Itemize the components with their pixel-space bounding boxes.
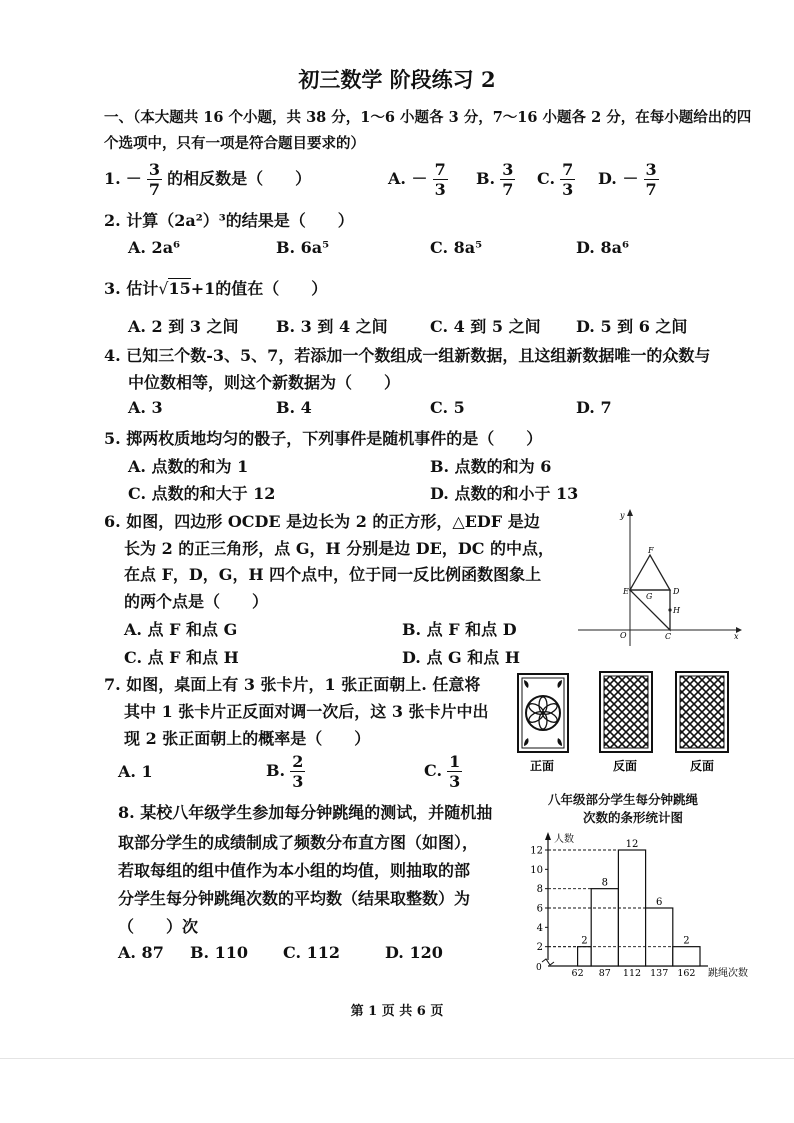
question-stem-post: +1的值在（ ）	[190, 279, 328, 298]
label-x: x	[734, 632, 739, 641]
bar-value-label: 12	[625, 839, 639, 850]
fraction	[560, 160, 575, 199]
question-6-line4: 的两个点是（ ）	[124, 592, 269, 611]
question-7-line1: 7. 如图，桌面上有 3 张卡片，1 张正面朝上. 任意将	[104, 675, 481, 694]
question-8-line4: 分学生每分钟跳绳次数的平均数（结果取整数）为	[118, 889, 471, 908]
minus-sign: －	[125, 169, 142, 188]
q2-option-c: C. 8a⁵	[430, 238, 483, 257]
triangle-edf	[630, 555, 670, 590]
chart-title-line2: 次数的条形统计图	[583, 810, 684, 825]
y-tick-label: 10	[530, 864, 543, 876]
coordinate-figure	[574, 506, 746, 652]
q8-option-d: D. 120	[385, 943, 443, 962]
q2-option-d: D. 8a⁶	[576, 238, 629, 257]
bar-value-label: 8	[601, 877, 608, 889]
question-7-line2: 其中 1 张卡片正反面对调一次后，这 3 张卡片中出	[124, 702, 489, 721]
cards-figure	[514, 668, 746, 776]
page-footer: 第 1 页 共 6 页	[350, 1004, 444, 1019]
q5-option-b: B. 点数的和为 6	[430, 457, 552, 476]
option-label: C.	[537, 169, 556, 188]
question-8-line3: 若取每组的组中值作为本小组的均值，则抽取的部	[118, 861, 471, 880]
numerator: 2	[292, 752, 304, 771]
option-label: D. －	[598, 169, 639, 188]
section-instructions-line1: 一、（本大题共 16 个小题，共 38 分，1～6 小题各 3 分，7～16 小题各 2 分，在每小题给出的四	[104, 109, 752, 126]
x-tick-label: 87	[598, 968, 611, 979]
denominator: 7	[502, 180, 514, 199]
label-y: y	[620, 511, 625, 520]
x-axis-label: 跳绳次数	[708, 968, 748, 979]
fraction	[290, 752, 305, 791]
bar-value-label: 6	[656, 897, 663, 908]
option-label: C.	[424, 761, 443, 780]
question-5: 5. 掷两枚质地均匀的骰子，下列事件是随机事件的是（ ）	[104, 429, 543, 448]
denominator: 7	[148, 180, 161, 199]
q7-option-b	[266, 752, 305, 791]
question-6-line1: 6. 如图，四边形 OCDE 是边长为 2 的正方形，△EDF 是边	[104, 512, 540, 531]
bar-value-label: 2	[683, 935, 690, 947]
q6-option-c: C. 点 F 和点 H	[124, 648, 239, 667]
q1-option-c	[537, 160, 575, 199]
card-label-back: 反面	[690, 759, 715, 773]
question-stem-pre: 3. 估计	[104, 279, 159, 298]
option-label: B.	[266, 761, 286, 780]
x-tick-label: 62	[571, 968, 584, 979]
question-6-line2: 长为 2 的正三角形，点 G，H 分别是边 DE，DC 的中点，	[124, 539, 555, 558]
x-tick-label: 137	[650, 968, 669, 979]
point-h	[668, 608, 671, 611]
numerator: 1	[449, 752, 461, 771]
question-stem: 的相反数是（ ）	[167, 169, 312, 188]
question-2: 2. 计算（2a²）³的结果是（ ）	[104, 211, 354, 230]
q5-option-c: C. 点数的和大于 12	[128, 484, 276, 503]
y-tick-label: 12	[530, 845, 543, 857]
numerator: 3	[148, 160, 161, 179]
bar-value-label: 2	[581, 935, 588, 947]
denominator: 3	[449, 772, 461, 791]
numerator: 3	[645, 160, 657, 179]
denominator: 7	[645, 180, 657, 199]
q3-option-a: A. 2 到 3 之间	[128, 317, 239, 336]
q3-option-c: C. 4 到 5 之间	[430, 317, 541, 336]
numerator: 7	[434, 160, 446, 179]
fraction-stem	[147, 160, 162, 199]
sqrt-symbol: √	[158, 279, 169, 298]
card-front	[518, 674, 568, 752]
label-h: H	[673, 606, 680, 615]
label-f: F	[648, 546, 654, 555]
card-back	[676, 672, 728, 752]
question-3	[104, 276, 327, 299]
y-tick-label: 6	[536, 903, 543, 915]
x-tick-label: 112	[622, 968, 642, 979]
label-o: O	[620, 631, 627, 640]
q6-option-a: A. 点 F 和点 G	[124, 620, 238, 639]
y-axis-arrow	[627, 509, 633, 516]
fraction	[447, 752, 462, 791]
q5-option-a: A. 点数的和为 1	[128, 457, 249, 476]
q4-option-c: C. 5	[430, 398, 465, 417]
histogram-chart	[528, 830, 758, 980]
y-axis-arrow	[545, 832, 551, 840]
x-tick-label: 162	[677, 968, 696, 979]
denominator: 3	[562, 180, 574, 199]
q8-option-b: B. 110	[190, 943, 249, 962]
card-label-front: 正面	[530, 759, 555, 773]
question-4-line2: 中位数相等，则这个新数据为（ ）	[128, 373, 401, 392]
fraction	[500, 160, 515, 199]
q3-option-b: B. 3 到 4 之间	[276, 317, 388, 336]
option-label: A. －	[388, 169, 428, 188]
chart-title-line1: 八年级部分学生每分钟跳绳	[548, 792, 699, 807]
denominator: 3	[434, 180, 446, 199]
q1-option-b	[476, 160, 515, 199]
page-title: 初三数学 阶段练习 2	[298, 67, 496, 92]
fraction	[644, 160, 659, 199]
q6-option-d: D. 点 G 和点 H	[402, 648, 520, 667]
question-6-line3: 在点 F，D，G，H 四个点中，位于同一反比例函数图象上	[124, 565, 542, 584]
card-label-back: 反面	[613, 759, 638, 773]
histogram-bar	[646, 908, 673, 966]
q4-option-b: B. 4	[276, 398, 312, 417]
q1-option-d	[598, 160, 659, 199]
q7-option-a: A. 1	[118, 762, 153, 781]
q6-option-b: B. 点 F 和点 D	[402, 620, 517, 639]
q5-option-d: D. 点数的和小于 13	[430, 484, 579, 503]
numerator: 7	[562, 160, 574, 179]
q4-option-a: A. 3	[128, 398, 163, 417]
q2-option-b: B. 6a⁵	[276, 238, 330, 257]
histogram-bar	[578, 947, 592, 966]
denominator: 3	[292, 772, 304, 791]
q1-option-a	[388, 160, 448, 199]
q8-option-c: C. 112	[283, 943, 340, 962]
q4-option-d: D. 7	[576, 398, 612, 417]
question-8-line1: 8. 某校八年级学生参加每分钟跳绳的测试，并随机抽	[118, 803, 493, 822]
radicand: 15	[168, 279, 191, 298]
fraction	[433, 160, 448, 199]
question-7-line3: 现 2 张正面朝上的概率是（ ）	[124, 729, 371, 748]
page-divider	[0, 1058, 794, 1059]
question-number: 1.	[104, 169, 121, 188]
histogram-bar	[618, 850, 645, 966]
q7-option-c	[424, 752, 462, 791]
y-tick-label: 4	[536, 922, 543, 934]
q2-option-a: A. 2a⁶	[128, 238, 181, 257]
section-instructions-line2: 个选项中，只有一项是符合题目要求的）	[104, 135, 365, 152]
label-e: E	[623, 587, 629, 596]
question-8-line5: （ ）次	[118, 917, 199, 936]
card-back	[600, 672, 652, 752]
y-tick-label: 2	[536, 942, 543, 954]
q8-option-a: A. 87	[118, 943, 164, 962]
histogram-bar	[591, 889, 618, 966]
question-8-line2: 取部分学生的成绩制成了频数分布直方图（如图），	[118, 833, 479, 852]
y-tick-label: 8	[536, 884, 543, 896]
q3-option-d: D. 5 到 6 之间	[576, 317, 688, 336]
label-g: G	[646, 592, 653, 601]
question-4-line1: 4. 已知三个数-3、5、7，若添加一个数组成一组新数据，且这组新数据唯一的众数与	[104, 346, 711, 365]
y-axis-label: 人数	[554, 834, 574, 845]
label-c: C	[665, 632, 672, 641]
question-1	[104, 160, 311, 199]
numerator: 3	[502, 160, 514, 179]
origin-label: 0	[536, 963, 542, 973]
option-label: B.	[476, 169, 496, 188]
histogram-bar	[673, 947, 700, 966]
label-d: D	[673, 587, 680, 596]
